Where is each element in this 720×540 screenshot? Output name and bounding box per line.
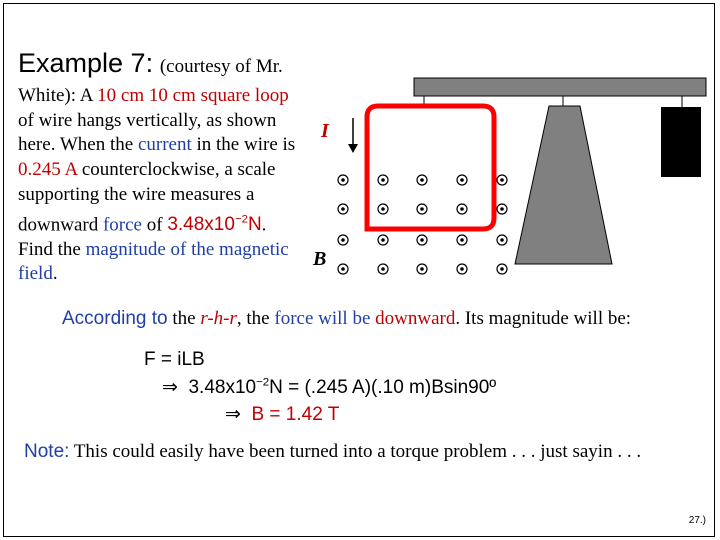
field-dot-center (460, 207, 464, 211)
field-label: B (313, 248, 327, 270)
note-label: Note: (24, 441, 70, 462)
wire-loop (367, 106, 494, 229)
fulcrum (515, 106, 612, 264)
current-arrowhead (348, 144, 358, 153)
field-dot-center (381, 267, 385, 271)
force-value: $3.48x10^{-2}N$ (167, 213, 262, 235)
field-dot-center (500, 238, 504, 242)
field-dot-center (381, 207, 385, 211)
field-dot-center (420, 178, 424, 182)
problem-text: in the wire is (191, 134, 296, 156)
field-dot-center (460, 238, 464, 242)
slide-title (18, 48, 283, 79)
equation-2: ⇒ $3.48x10^{-2}N = (.245$ A)(.10 m)Bsin90º (162, 376, 497, 398)
problem-text: . Find the (18, 213, 267, 260)
problem-text: . (52, 263, 58, 285)
problem-text: counterclockwise, a scale supporting the wire measures a downward (18, 159, 276, 235)
title-main: Example 7: (18, 48, 154, 78)
field-dot-center (341, 267, 345, 271)
page-number: 27.) (688, 515, 706, 526)
problem-text: White): A (18, 85, 98, 106)
problem-statement (18, 84, 303, 287)
equation-3: ⇒ B = 1.42 T (225, 404, 340, 425)
counterweight (661, 107, 701, 177)
magnetic-field-dots (338, 175, 507, 274)
current-term: current (137, 134, 192, 156)
note (24, 441, 641, 463)
scale-beam (414, 78, 706, 96)
field-dot-center (460, 178, 464, 182)
field-dot-center (500, 267, 504, 271)
field-dot-center (420, 238, 424, 242)
field-dot-center (341, 178, 345, 182)
magnitude-term: magnitude of the magnetic field (18, 238, 289, 285)
current-value: 0.245 A (18, 159, 78, 181)
field-dot-center (341, 207, 345, 211)
equation-1: F = iLB (144, 349, 205, 370)
field-dot-center (420, 267, 424, 271)
note-text: This could easily have been turned into a torque problem . . . just sayin . . . (69, 441, 642, 462)
problem-text: of wire hangs vertically, as shown here. When the (18, 109, 277, 156)
current-label: I (321, 120, 329, 142)
problem-text: of (141, 213, 168, 235)
field-dot-center (500, 207, 504, 211)
field-dot-center (420, 207, 424, 211)
field-dot-center (460, 267, 464, 271)
loop-size-text: 10 cm 10 cm square loop (97, 85, 289, 106)
field-dot-center (500, 178, 504, 182)
force-term: force (102, 213, 142, 235)
field-dot-center (381, 238, 385, 242)
field-dot-center (341, 238, 345, 242)
solution-lead: According to the r-h-r, the force will be downward. Its magnitude will be: (62, 308, 632, 329)
scale-diagram (300, 64, 720, 294)
title-courtesy: (courtesy of Mr. (159, 56, 283, 77)
field-dot-center (381, 178, 385, 182)
